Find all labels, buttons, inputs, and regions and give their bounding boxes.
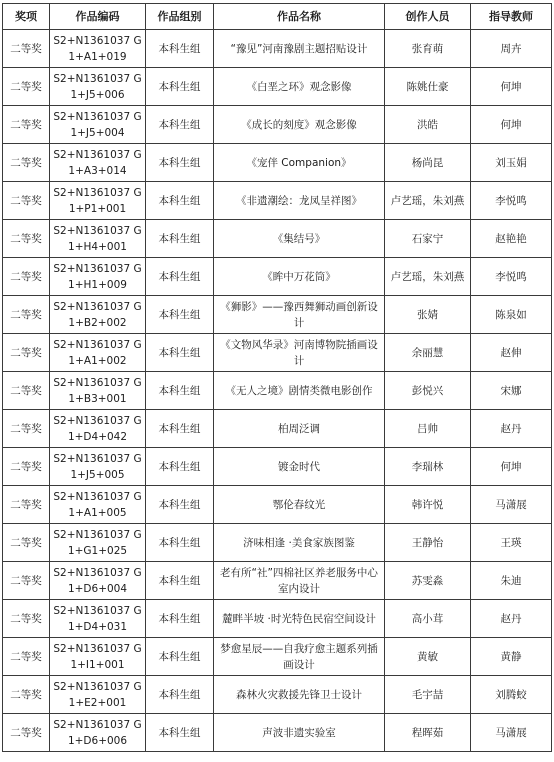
cell-group: 本科生组 — [146, 106, 214, 144]
cell-title: 鄂伦春纹光 — [214, 486, 385, 524]
cell-award: 二等奖 — [3, 68, 50, 106]
cell-group: 本科生组 — [146, 334, 214, 372]
header-award: 奖项 — [3, 4, 50, 30]
cell-code: S2+N1361037 G1+H4+001 — [50, 220, 146, 258]
cell-group: 本科生组 — [146, 410, 214, 448]
table-row — [3, 600, 552, 638]
cell-code: S2+N1361037 G1+J5+006 — [50, 68, 146, 106]
cell-group: 本科生组 — [146, 638, 214, 676]
cell-creators: 陈姚仕豪 — [385, 68, 471, 106]
table-row — [3, 68, 552, 106]
cell-creators: 余丽慧 — [385, 334, 471, 372]
table-row — [3, 182, 552, 220]
cell-code: S2+N1361037 G1+D6+006 — [50, 714, 146, 752]
table-row — [3, 334, 552, 372]
cell-code: S2+N1361037 G1+B3+001 — [50, 372, 146, 410]
cell-group: 本科生组 — [146, 30, 214, 68]
cell-group: 本科生组 — [146, 220, 214, 258]
cell-group: 本科生组 — [146, 182, 214, 220]
cell-code: S2+N1361037 G1+E2+001 — [50, 676, 146, 714]
cell-teacher: 周卉 — [471, 30, 552, 68]
table-row — [3, 220, 552, 258]
cell-creators: 王静怡 — [385, 524, 471, 562]
cell-creators: 高小茸 — [385, 600, 471, 638]
cell-code: S2+N1361037 G1+A1+005 — [50, 486, 146, 524]
cell-title: 《文物风华录》河南博物院插画设计 — [214, 334, 385, 372]
cell-creators: 卢艺瑶，朱刘燕 — [385, 182, 471, 220]
table-row — [3, 714, 552, 752]
cell-teacher: 刘玉娟 — [471, 144, 552, 182]
cell-award: 二等奖 — [3, 638, 50, 676]
cell-award: 二等奖 — [3, 106, 50, 144]
cell-creators: 吕帅 — [385, 410, 471, 448]
cell-teacher: 何坤 — [471, 448, 552, 486]
cell-group: 本科生组 — [146, 372, 214, 410]
cell-title: 梦愈星辰——自我疗愈主题系列插画设计 — [214, 638, 385, 676]
cell-creators: 彭悦兴 — [385, 372, 471, 410]
cell-group: 本科生组 — [146, 486, 214, 524]
cell-title: 《非遗潮绘：龙凤呈祥图》 — [214, 182, 385, 220]
cell-teacher: 马潇展 — [471, 486, 552, 524]
table-row — [3, 106, 552, 144]
cell-teacher: 李悦鸣 — [471, 258, 552, 296]
cell-title: “豫见”河南豫剧主题招贴设计 — [214, 30, 385, 68]
cell-title: 镀金时代 — [214, 448, 385, 486]
cell-teacher: 陈泉如 — [471, 296, 552, 334]
cell-award: 二等奖 — [3, 676, 50, 714]
cell-group: 本科生组 — [146, 144, 214, 182]
table-body — [3, 30, 552, 752]
cell-teacher: 朱迪 — [471, 562, 552, 600]
table-row — [3, 486, 552, 524]
header-creators: 创作人员 — [385, 4, 471, 30]
cell-creators: 李瑞林 — [385, 448, 471, 486]
cell-title: 《白垩之环》观念影像 — [214, 68, 385, 106]
cell-title: 《成长的刻度》观念影像 — [214, 106, 385, 144]
cell-group: 本科生组 — [146, 676, 214, 714]
table-row — [3, 296, 552, 334]
cell-title: 麓畔半坡 ·时光特色民宿空间设计 — [214, 600, 385, 638]
cell-award: 二等奖 — [3, 524, 50, 562]
cell-creators: 黄敏 — [385, 638, 471, 676]
cell-title: 《无人之境》剧情类微电影创作 — [214, 372, 385, 410]
table-header-row — [3, 4, 552, 30]
table-row — [3, 448, 552, 486]
cell-teacher: 何坤 — [471, 106, 552, 144]
cell-award: 二等奖 — [3, 296, 50, 334]
cell-code: S2+N1361037 G1+B2+002 — [50, 296, 146, 334]
cell-title: 济味相逢 ·美食家族图鉴 — [214, 524, 385, 562]
cell-teacher: 刘腾蛟 — [471, 676, 552, 714]
cell-creators: 石家宁 — [385, 220, 471, 258]
cell-teacher: 赵伸 — [471, 334, 552, 372]
cell-group: 本科生组 — [146, 296, 214, 334]
cell-award: 二等奖 — [3, 410, 50, 448]
cell-code: S2+N1361037 G1+D4+031 — [50, 600, 146, 638]
cell-code: S2+N1361037 G1+P1+001 — [50, 182, 146, 220]
cell-code: S2+N1361037 G1+J5+005 — [50, 448, 146, 486]
cell-teacher: 赵丹 — [471, 410, 552, 448]
header-teacher: 指导教师 — [471, 4, 552, 30]
cell-group: 本科生组 — [146, 562, 214, 600]
cell-teacher: 赵艳艳 — [471, 220, 552, 258]
cell-creators: 毛宇喆 — [385, 676, 471, 714]
cell-code: S2+N1361037 G1+A1+019 — [50, 30, 146, 68]
cell-teacher: 王瑛 — [471, 524, 552, 562]
cell-award: 二等奖 — [3, 144, 50, 182]
cell-creators: 洪皓 — [385, 106, 471, 144]
cell-group: 本科生组 — [146, 600, 214, 638]
table-row — [3, 524, 552, 562]
cell-code: S2+N1361037 G1+A1+002 — [50, 334, 146, 372]
cell-title: 《宠伴 Companion》 — [214, 144, 385, 182]
cell-code: S2+N1361037 G1+G1+025 — [50, 524, 146, 562]
table-row — [3, 372, 552, 410]
cell-award: 二等奖 — [3, 30, 50, 68]
cell-code: S2+N1361037 G1+H1+009 — [50, 258, 146, 296]
cell-award: 二等奖 — [3, 486, 50, 524]
cell-title: 《集结号》 — [214, 220, 385, 258]
cell-creators: 张婧 — [385, 296, 471, 334]
cell-teacher: 黄静 — [471, 638, 552, 676]
cell-award: 二等奖 — [3, 562, 50, 600]
cell-creators: 苏雯淼 — [385, 562, 471, 600]
cell-title: 森林火灾救援先锋卫士设计 — [214, 676, 385, 714]
cell-teacher: 马潇展 — [471, 714, 552, 752]
cell-code: S2+N1361037 G1+D4+042 — [50, 410, 146, 448]
cell-teacher: 赵丹 — [471, 600, 552, 638]
cell-award: 二等奖 — [3, 182, 50, 220]
table-row — [3, 638, 552, 676]
cell-group: 本科生组 — [146, 68, 214, 106]
awards-table-container — [2, 3, 552, 752]
cell-award: 二等奖 — [3, 714, 50, 752]
table-row — [3, 144, 552, 182]
cell-code: S2+N1361037 G1+A3+014 — [50, 144, 146, 182]
header-code: 作品编码 — [50, 4, 146, 30]
cell-award: 二等奖 — [3, 258, 50, 296]
cell-creators: 程晖茹 — [385, 714, 471, 752]
cell-creators: 杨尚昆 — [385, 144, 471, 182]
header-group: 作品组别 — [146, 4, 214, 30]
cell-group: 本科生组 — [146, 448, 214, 486]
awards-table — [2, 3, 552, 752]
table-row — [3, 562, 552, 600]
cell-code: S2+N1361037 G1+I1+001 — [50, 638, 146, 676]
cell-teacher: 李悦鸣 — [471, 182, 552, 220]
cell-creators: 韩许悦 — [385, 486, 471, 524]
cell-teacher: 宋娜 — [471, 372, 552, 410]
table-row — [3, 410, 552, 448]
cell-group: 本科生组 — [146, 258, 214, 296]
header-title: 作品名称 — [214, 4, 385, 30]
cell-creators: 卢艺瑶，朱刘燕 — [385, 258, 471, 296]
cell-award: 二等奖 — [3, 334, 50, 372]
cell-award: 二等奖 — [3, 220, 50, 258]
cell-title: 老有所“社”四棉社区养老服务中心室内设计 — [214, 562, 385, 600]
cell-award: 二等奖 — [3, 600, 50, 638]
cell-group: 本科生组 — [146, 714, 214, 752]
cell-code: S2+N1361037 G1+D6+004 — [50, 562, 146, 600]
cell-award: 二等奖 — [3, 372, 50, 410]
cell-title: 声波非遗实验室 — [214, 714, 385, 752]
table-row — [3, 258, 552, 296]
cell-title: 《狮影》——豫西舞狮动画创新设计 — [214, 296, 385, 334]
table-row — [3, 676, 552, 714]
cell-code: S2+N1361037 G1+J5+004 — [50, 106, 146, 144]
cell-creators: 张育萌 — [385, 30, 471, 68]
cell-award: 二等奖 — [3, 448, 50, 486]
cell-teacher: 何坤 — [471, 68, 552, 106]
table-row — [3, 30, 552, 68]
cell-group: 本科生组 — [146, 524, 214, 562]
cell-title: 柏周泛调 — [214, 410, 385, 448]
cell-title: 《眸中万花筒》 — [214, 258, 385, 296]
